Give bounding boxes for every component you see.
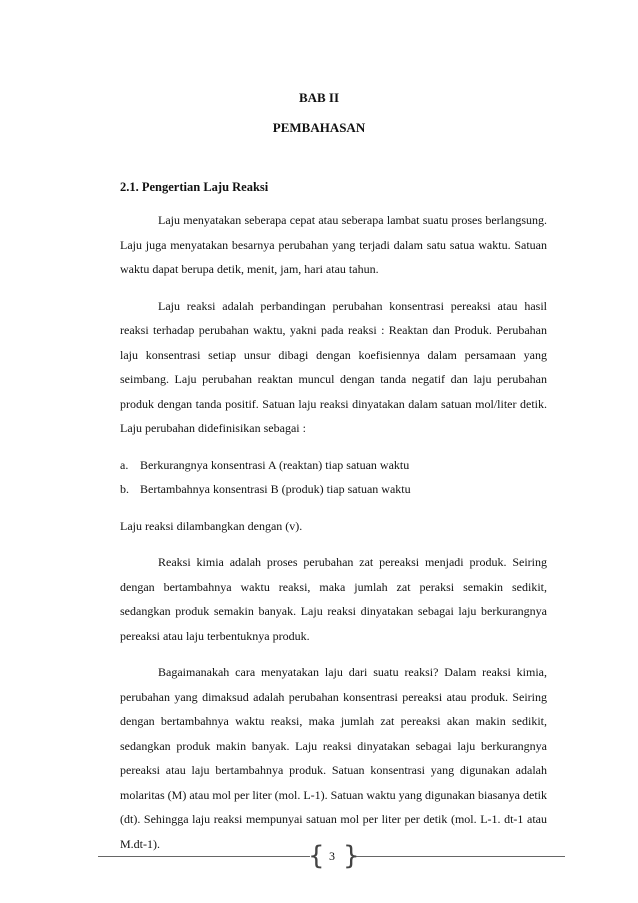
- paragraph-3: Laju reaksi dilambangkan dengan (v).: [120, 518, 303, 533]
- chapter-number: BAB II: [298, 90, 340, 105]
- list-item-text: Berkurangnya konsentrasi A (reaktan) tiap satuan waktu: [140, 457, 410, 472]
- footer-rule-right: [355, 856, 565, 857]
- list-marker: a.: [120, 457, 129, 472]
- list-item: [120, 453, 547, 478]
- paragraph-5: Bagaimanakah cara menyatakan laju dari suatu reaksi? Dalam reaksi kimia, perubahan yang dimaksud adalah perubahan konsentrasi pereaksi atau produk. Seiring dengan bertambahnya waktu reaksi, maka jumlah zat pereaksi akan makin sedikit, sedangkan produk makin banyak. Laju reaksi dinyatakan sebagai laju berkurangnya pereaksi atau laju bertambahnya produk. Satuan konsentrasi yang digunakan adalah molaritas (M) atau mol per liter (mol. L-1). Satuan waktu yang digunakan biasanya detik (dt). Sehingga laju reaksi mempunyai satuan mol per liter per detik (mol. L-1. dt-1 atau M.dt-1).: [120, 665, 547, 851]
- paragraph-2: Laju reaksi adalah perbandingan perubahan konsentrasi pereaksi atau hasil reaksi terhadap perubahan waktu, yakni pada reaksi : Reaktan dan Produk. Perubahan laju konsentrasi setiap unsur dibagi dengan koefisiennya dalam persamaan yang seimbang. Laju perubahan reaktan muncul dengan tanda negatif dan laju perubahan produk dengan tanda positif. Satuan laju reaksi dinyatakan dalam satuan mol/liter detik. Laju perubahan didefinisikan sebagai :: [120, 298, 547, 435]
- page-number: 3: [329, 849, 335, 863]
- list-marker: b.: [120, 482, 129, 496]
- footer-rule-left: [98, 856, 310, 857]
- body-text: [120, 208, 547, 871]
- section-heading: 2.1. Pengertian Laju Reaksi: [120, 180, 269, 194]
- list-item-text: Bertambahnya konsentrasi B (produk) tiap satuan waktu: [140, 482, 411, 496]
- paragraph-4: Reaksi kimia adalah proses perubahan zat pereaksi menjadi produk. Seiring dengan bertambahnya waktu reaksi, maka jumlah zat peraksi semakin sedikit, sedangkan produk semakin banyak. Laju reaksi dinyatakan sebagai laju berkurangnya pereaksi atau laju terbentuknya produk.: [120, 555, 547, 643]
- chapter-title: PEMBAHASAN: [272, 120, 366, 135]
- footer-brace-right-icon: }: [343, 841, 360, 871]
- list-item: [120, 477, 547, 502]
- footer-brace-left-icon: {: [308, 841, 325, 871]
- definition-list: [120, 453, 547, 502]
- paragraph-1: Laju menyatakan seberapa cepat atau seberapa lambat suatu proses berlangsung. Laju juga menyatakan besarnya perubahan yang terjadi dalam satu satua waktu. Satuan waktu dapat berupa detik, menit, jam, hari atau tahun.: [120, 213, 547, 276]
